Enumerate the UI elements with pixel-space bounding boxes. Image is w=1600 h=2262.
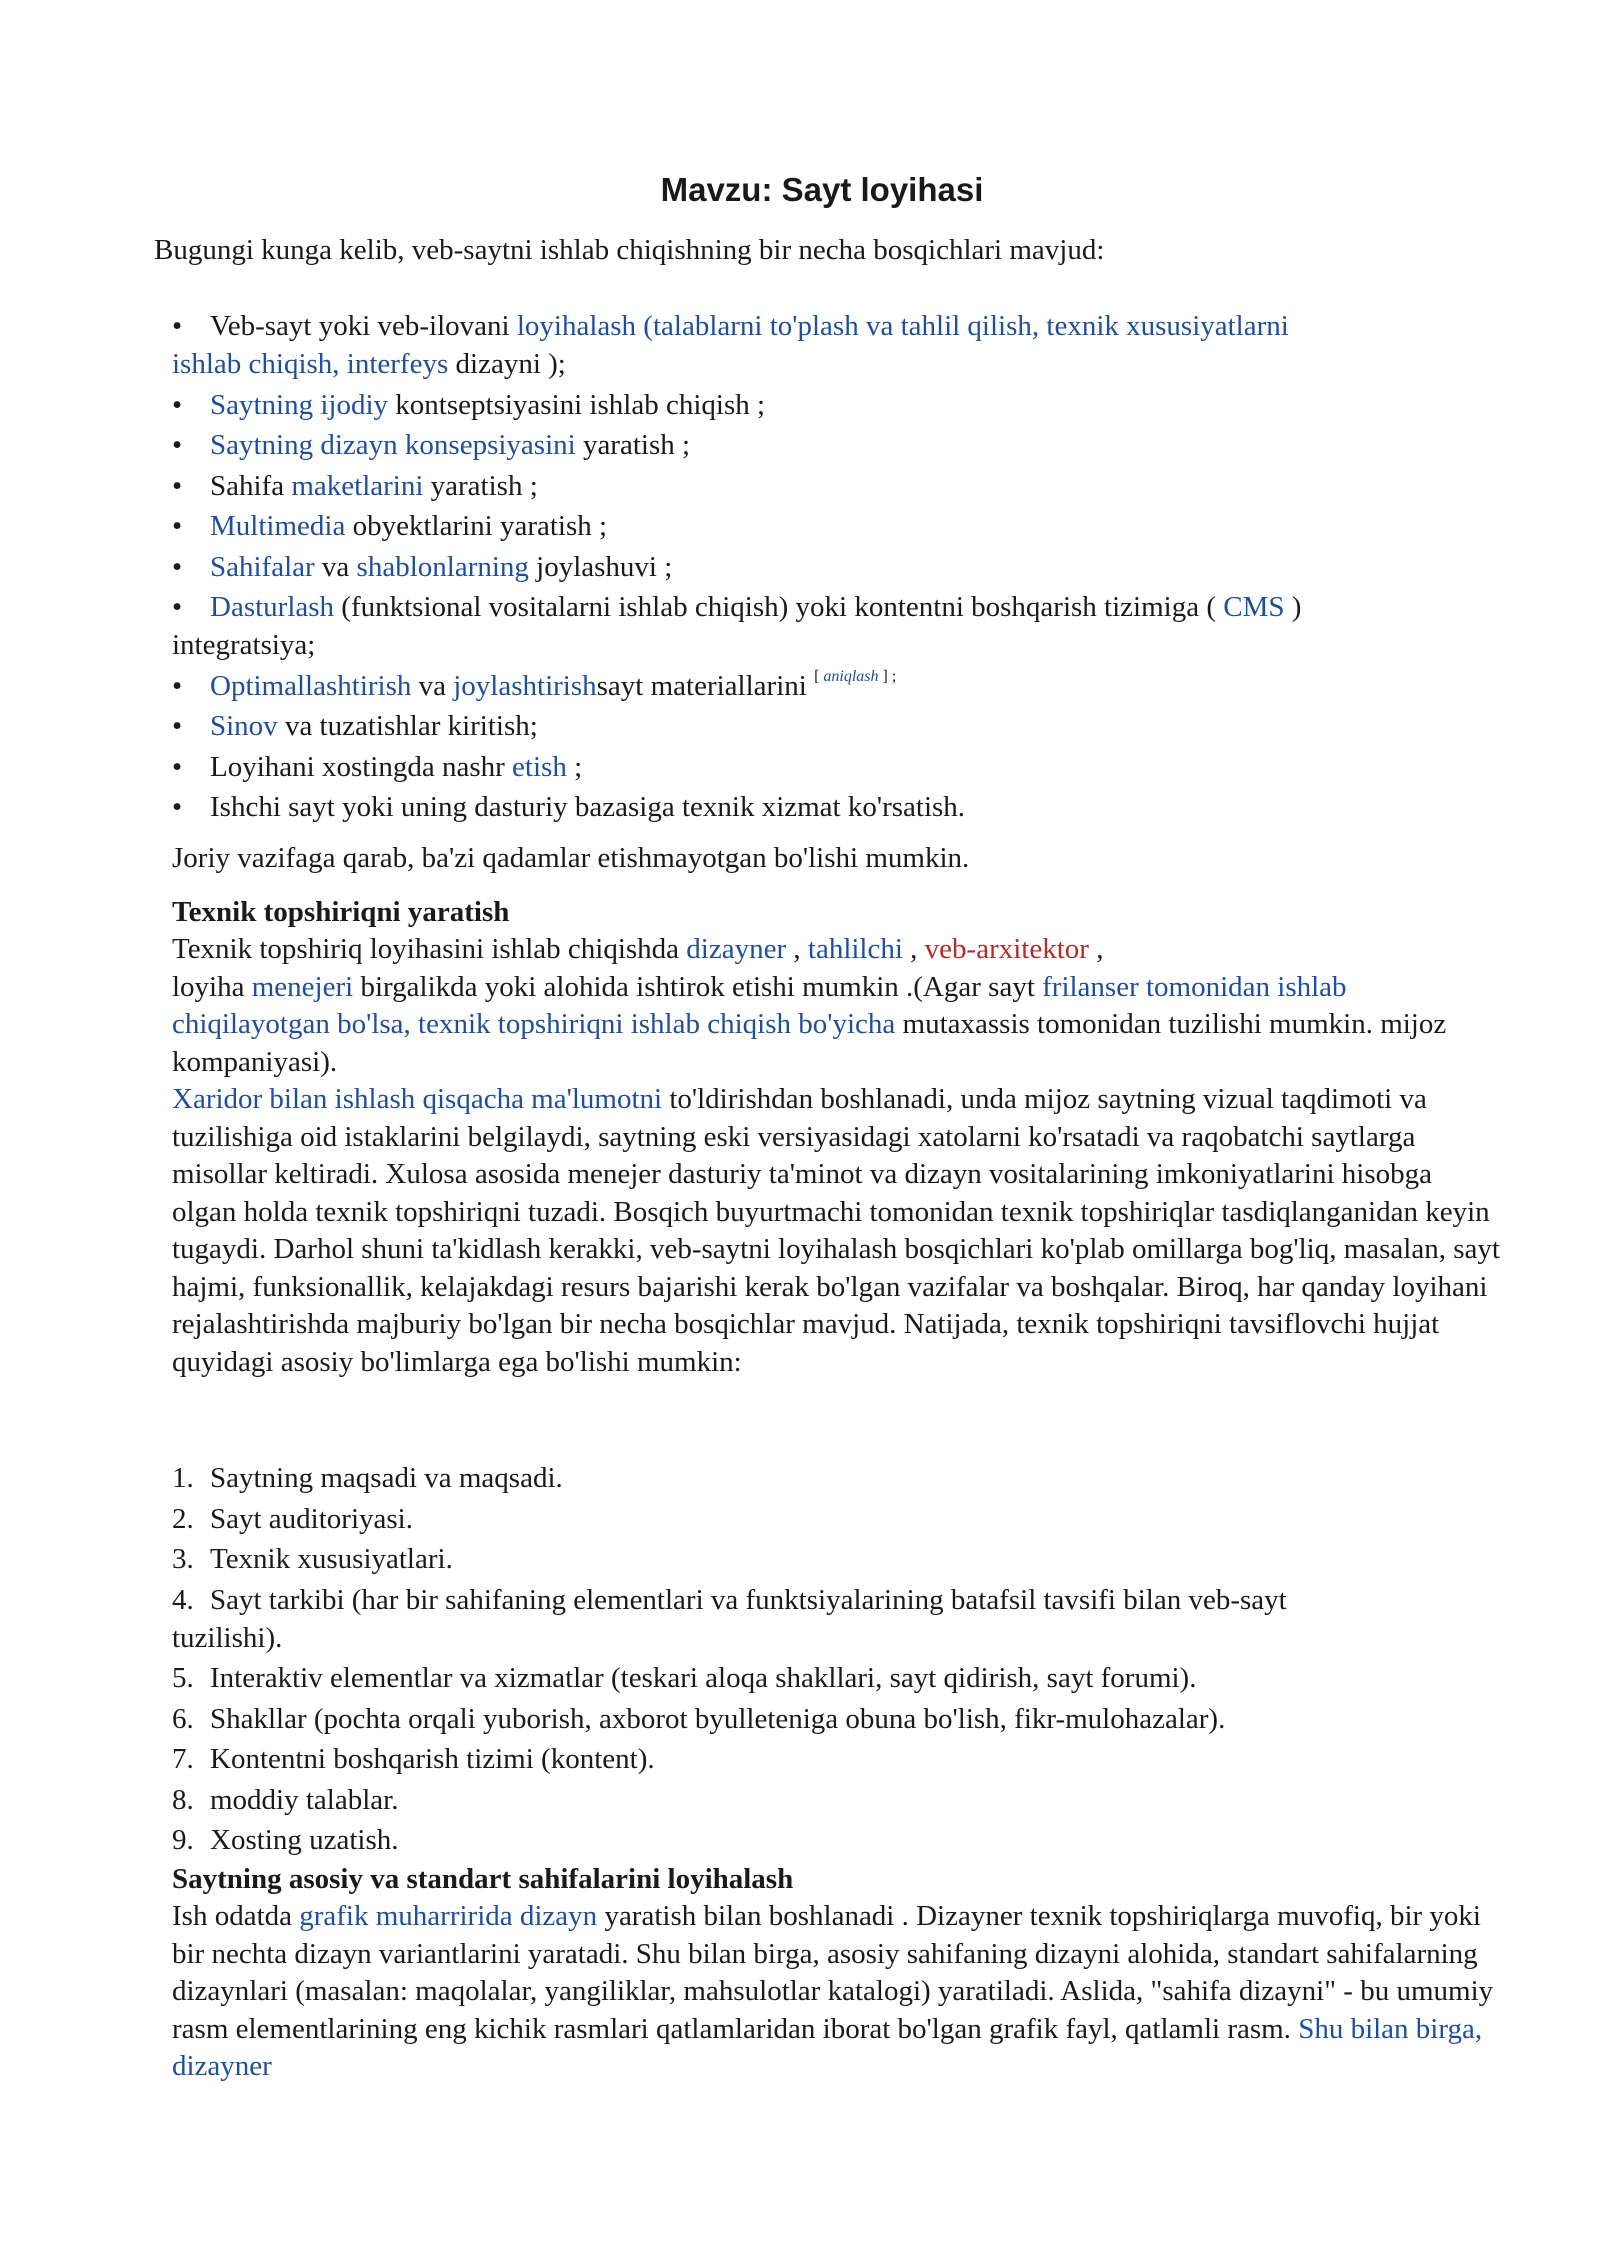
list-item: • Loyihani xostingda nashr etish ; xyxy=(172,748,1502,786)
link-tahlilchi[interactable]: tahlilchi xyxy=(807,933,903,965)
list-item: • Sinov va tuzatishlar kiritish; xyxy=(172,707,1502,745)
pages-paragraph: Ish odatda grafik muharririda dizayn yaratish bilan boshlanadi . Dizayner texnik topshiriqlarga muvofiq, bir yoki bir nechta dizayn variantlarini yaratadi. Shu bilan birga, asosiy sahifaning dizayni alohida, standart sahifalarning dizaynlari (masalan: maqolalar, yangiliklar, mahsulotlar katalogi) yaratiladi. Aslida, "sahifa dizayni" - bu umumiy rasm elementlarining eng kichik rasmlari qatlamlaridan iborat bo'lgan grafik fayl, qatlamli rasm. Shu bilan birga, dizayner xyxy=(172,1900,1494,2082)
link-sinov[interactable]: Sinov xyxy=(210,710,278,742)
list-item: • Multimedia obyektlarini yaratish ; xyxy=(172,507,1502,545)
link-multimedia[interactable]: Multimedia xyxy=(210,510,346,542)
tz-sections-numbered-list xyxy=(172,1459,1502,1862)
list-item: • Veb-sayt yoki veb-ilovani loyihalash (talablarni to'plash va tahlil qilish, texnik xususiyatlarni ishlab chiqish, interfeys dizayni ); xyxy=(172,307,1502,383)
link-interfeys[interactable]: ishlab chiqish, interfeys xyxy=(172,348,449,380)
bullet-icon: • xyxy=(172,791,183,823)
bullet-icon: • xyxy=(172,750,183,783)
list-item: 1. Saytning maqsadi va maqsadi. xyxy=(172,1462,563,1494)
bullet-icon: • xyxy=(172,710,183,742)
note-paragraph: Joriy vazifaga qarab, ba'zi qadamlar etishmayotgan bo'lishi mumkin. xyxy=(172,842,970,874)
link-aniqlash[interactable]: aniqlash xyxy=(823,667,879,685)
link-sahifalar[interactable]: Sahifalar xyxy=(210,550,315,583)
list-item: 7. Kontentni boshqarish tizimi (kontent). xyxy=(172,1743,655,1775)
page-title: Mavzu: Sayt loyihasi xyxy=(660,171,984,208)
list-item: 2. Sayt auditoriyasi. xyxy=(172,1502,413,1535)
link-dasturlash[interactable]: Dasturlash xyxy=(210,591,335,623)
link-maketlar[interactable]: maketlarini xyxy=(291,469,424,502)
list-item: 9. Xosting uzatish. xyxy=(172,1824,399,1856)
link-cms[interactable]: CMS xyxy=(1223,591,1285,623)
list-item: 3. Texnik xususiyatlari. xyxy=(172,1543,453,1575)
bullet-icon: • xyxy=(172,591,183,623)
list-item: 5. Interaktiv elementlar va xizmatlar (teskari aloqa shakllari, sayt qidirish, sayt forumi). xyxy=(172,1662,1197,1694)
bullet-icon: • xyxy=(172,510,183,542)
list-item: 6. Shakllar (pochta orqali yuborish, axborot byulleteniga obuna bo'lish, fikr-mulohazalar). xyxy=(172,1702,1226,1735)
list-item: • Sahifalar va shablonlarning joylashuvi ; xyxy=(172,548,1502,586)
bullet-icon: • xyxy=(172,550,183,583)
bullet-icon: • xyxy=(172,429,183,461)
link-etish[interactable]: etish xyxy=(512,750,567,783)
list-item: • Sahifa maketlarini yaratish ; xyxy=(172,467,1502,505)
intro-paragraph: Bugungi kunga kelib, veb-saytni ishlab chiqishning bir necha bosqichlari mavjud: xyxy=(154,234,1105,266)
link-veb-arxitektor[interactable]: veb-arxitektor xyxy=(924,933,1089,965)
link-dizayner[interactable]: dizayner xyxy=(686,933,787,965)
section-heading-pages: Saytning asosiy va standart sahifalarini loyihalash xyxy=(172,1863,794,1895)
bullet-icon: • xyxy=(172,469,183,502)
link-loyihalash[interactable]: loyihalash (talablarni to'plash va tahlil qilish, texnik xususiyatlarni xyxy=(516,310,1289,342)
link-grafik-muharrir[interactable]: grafik muharririda dizayn xyxy=(299,1900,598,1932)
list-item: 4. Sayt tarkibi (har bir sahifaning elementlari va funktsiyalarining batafsil tavsifi bilan veb-sayt tuzilishi). xyxy=(172,1583,1287,1654)
bullet-icon: • xyxy=(172,669,183,702)
link-xaridor-malumot[interactable]: Xaridor bilan ishlash qisqacha ma'lumotni xyxy=(172,1083,663,1115)
list-item: • Ishchi sayt yoki uning dasturiy bazasiga texnik xizmat ko'rsatish. xyxy=(172,788,1502,826)
list-item: 8. moddiy talablar. xyxy=(172,1783,399,1816)
stages-bullet-list xyxy=(172,307,1502,829)
bullet-icon: • xyxy=(172,388,183,421)
link-menejer[interactable]: menejeri xyxy=(251,970,354,1003)
link-shablonlar[interactable]: shablonlarning xyxy=(356,550,529,583)
link-dizayn-konsepsiyasi[interactable]: Saytning dizayn konsepsiyasini xyxy=(210,429,576,461)
section-heading-tz: Texnik topshiriqni yaratish xyxy=(172,896,510,928)
clarification-note: [ aniqlash ] ; xyxy=(814,667,897,685)
list-item: • Optimallashtirish va joylashtirishsayt materiallarini $^{[ aniqlash ] ;}$ xyxy=(172,667,1502,705)
list-item: • Saytning ijodiy kontseptsiyasini ishlab chiqish ; xyxy=(172,386,1502,424)
link-ijodiy[interactable]: Saytning ijodiy xyxy=(210,388,389,421)
tz-paragraph: Texnik topshiriq loyihasini ishlab chiqishda dizayner , tahlilchi , veb-arxitektor , loyiha menejeri birgalikda yoki alohida ishtirok etishi mumkin .(Agar sayt frilanser tomonidan ishlab chiqilayotgan bo'lsa, texnik topshiriqni ishlab chiqish bo'yicha mutaxassis tomonidan tuzilishi mumkin. mijoz kompaniyasi). Xaridor bilan ishlash qisqacha ma'lumotni to'ldirishdan boshlanadi, unda mijoz saytning vizual taqdimoti va tuzilishiga oid istaklarini belgilaydi, saytning eski versiyasidagi xatolarni ko'rsatadi va raqobatchi saytlarga misollar keltiradi. Xulosa asosida menejer dasturiy ta'minot va dizayn vositalarining imkoniyatlarini hisobga olgan holda texnik topshiriqni tuzadi. Bosqich buyurtmachi tomonidan texnik topshiriqlar tasdiqlanganidan keyin tugaydi. Darhol shuni ta'kidlash kerakki, veb-saytni loyihalash bosqichlari ko'plab omillarga bog'liq, masalan, sayt hajmi, funksionallik, kelajakdagi resurs bajarishi kerak bo'lgan vazifalar va boshqalar. Biroq, har qanday loyihani rejalashtirishda majburiy bo'lgan bir necha bosqichlar mavjud. Natijada, texnik topshiriqni tavsiflovchi hujjat quyidagi asosiy bo'limlarga ega bo'lishi mumkin: xyxy=(172,933,1500,1378)
bullet-icon: • xyxy=(172,310,183,342)
link-joylashtirish[interactable]: joylashtirish xyxy=(453,669,597,702)
list-item: • Saytning dizayn konsepsiyasini yaratish ; xyxy=(172,426,1502,464)
link-optimallashtirish[interactable]: Optimallashtirish xyxy=(210,669,412,702)
link-shu-bilan-birga[interactable]: Shu bilan birga, dizayner xyxy=(172,2012,1483,2082)
link-frilanser[interactable]: frilanser tomonidan ishlab chiqilayotgan bo'lsa, texnik topshiriqni ishlab chiqish bo'yicha xyxy=(172,970,1347,1040)
list-item: • Dasturlash (funktsional vositalarni ishlab chiqish) yoki kontentni boshqarish tizimiga ( CMS ) integratsiya; xyxy=(172,588,1502,664)
